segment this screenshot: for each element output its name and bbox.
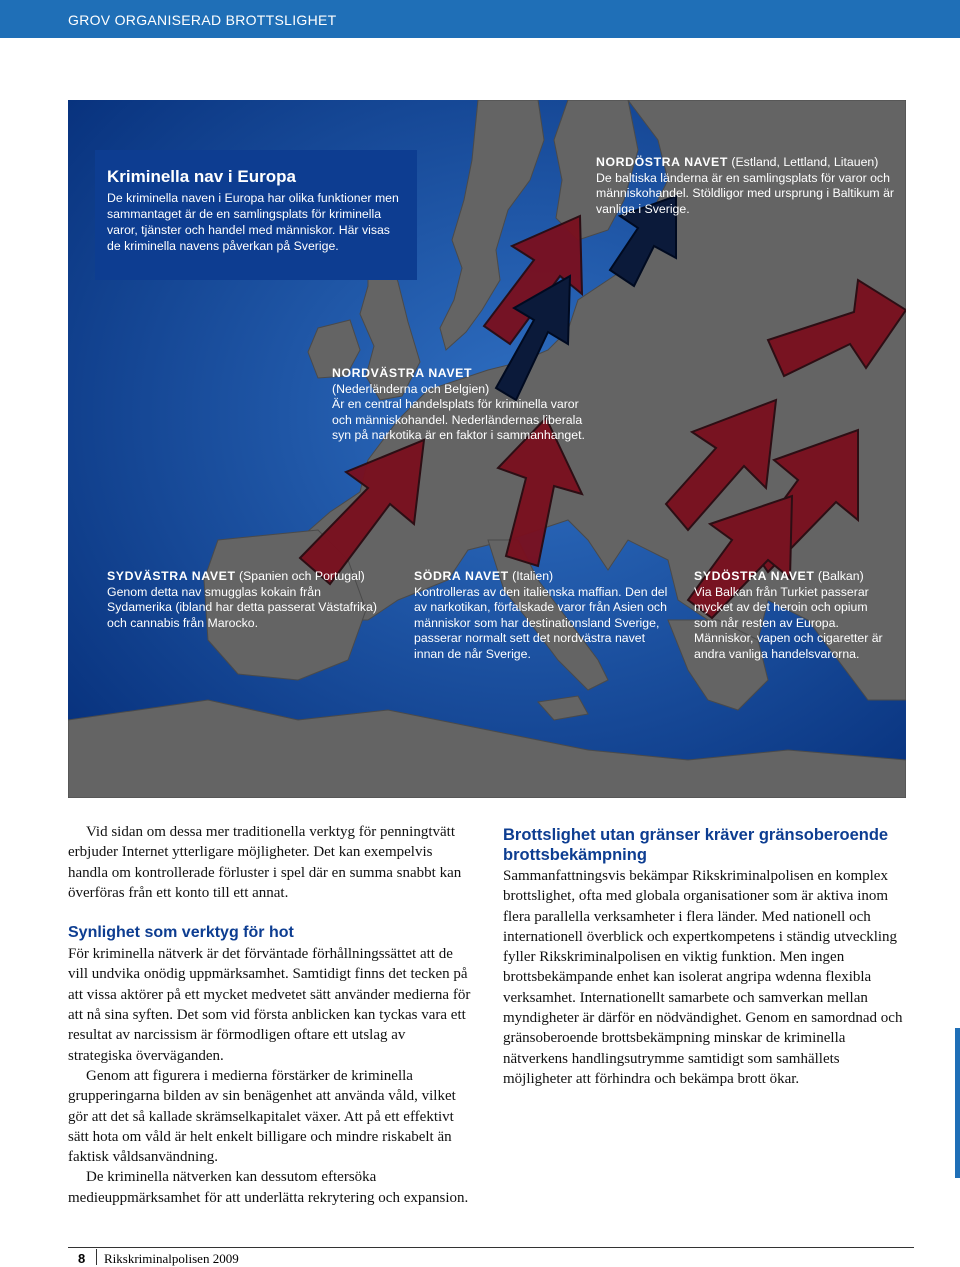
hub-name: NORDVÄSTRA NAVET: [332, 366, 473, 380]
map-intro-title: Kriminella nav i Europa: [107, 167, 296, 186]
hub-region: (Nederländerna och Belgien): [332, 381, 490, 396]
body-paragraph: Sammanfattningsvis bekämpar Rikskriminalpolisen en komplex brottslighet, ofta med globala organisationer som är aktiva inom flera parallella verksamheter i flera länder. Med nationell och internationell överblick och expertkompetens i ständig utveckling fyller Rikskriminalpolisen en viktig funktion. Men ingen brottsbekämpande enhet kan isolerat angripa wdenna flexibla verksamhet. Internationellt samarbete och samverkan mellan myndigheter är därför en nödvändighet. Genom en samordnad och gränsoberoende brottsbekämpning minskar de kriminella nätverkens handlingsutrymme samtidigt som samhällets möjligheter att förhindra och bekämpa brott ökar.: [503, 868, 903, 1087]
hub-northwest: [332, 366, 594, 444]
hub-text: Kontrolleras av den italienska maffian. Den del av narkotikan, förfalskade varor från Asien och människor som har destinationsland Sverige, passerar normalt sett det nordvästra navet innan de når Sverige.: [414, 584, 668, 661]
hub-region: (Balkan): [814, 569, 864, 583]
section-heading: Brottslighet utan gränser kräver gränsoberoende brottsbekämpning: [503, 826, 889, 864]
section-title: GROV ORGANISERAD BROTTSLIGHET: [68, 12, 337, 28]
body-paragraph: För kriminella nätverk är det förväntade förhållningssättet att de vill undvika onödig uppmärksamhet. Samtidigt finns det tecken på att vissa aktörer på ett mycket medvetet sätt använder medierna för att nå sina syften. Det som vid första anblicken kan tyckas vara ett resultat av narcissism är förmodligen oftare ett utslag av strategiska överväganden.: [68, 946, 471, 1064]
footer-rule: [68, 1247, 914, 1248]
hub-text: Är en central handelsplats för kriminella varor och människohandel. Nederländernas liberala syn på narkotika är en faktor i sammanhanget.: [332, 397, 585, 442]
body-paragraph: De kriminella nätverken kan dessutom eftersöka medieuppmärksamhet för att underlätta rekrytering och expansion.: [68, 1169, 469, 1206]
hub-name: NORDÖSTRA NAVET: [596, 155, 728, 169]
hub-text: De baltiska länderna är en samlingsplats för varor och människohandel. Stöldligor med ursprung i Baltikum är vanliga i Sverige.: [596, 170, 895, 216]
hub-south: [414, 569, 670, 662]
article-left-column: [68, 822, 473, 1208]
hub-northeast: [596, 155, 896, 217]
hub-text: Via Balkan från Turkiet passerar mycket av det heroin och opium som når resten av Europa. Människor, vapen och cigaretter är andra vanliga handelsvarorna.: [694, 584, 883, 661]
body-paragraph: Genom att figurera i medierna förstärker de kriminella grupperingarna bilden av sin benägenhet att använda våld, vilket gör att det så kallade skrämselkapitalet växer. Att på ett effektivt sätt hota om våld är helt enkelt billigare och mindre riskabelt än faktisk våldsanvändning.: [68, 1067, 456, 1166]
map-intro-box: [95, 150, 417, 280]
body-paragraph: Vid sidan om dessa mer traditionella verktyg för penningtvätt erbjuder Internet ytterligare möjligheter. Det kan exempelvis handla om kontrollerade förluster i spel där en summa snabbt kan överföras från ett konto till ett annat.: [68, 824, 462, 901]
hub-region: (Italien): [508, 569, 554, 583]
hub-region: (Spanien och Portugal): [235, 569, 365, 583]
hub-southeast: [694, 569, 890, 662]
map-intro-text: De kriminella naven i Europa har olika funktioner men sammantaget är de en samlingsplats för kriminella varor, tjänster och handel med människor. Här visas de kriminella navens påverkan på Sverige.: [107, 191, 399, 253]
edge-tab: [955, 1028, 960, 1178]
footer-separator: [96, 1249, 97, 1265]
publication-name: Rikskriminalpolisen 2009: [104, 1251, 239, 1266]
page-number: 8: [78, 1251, 86, 1266]
hub-southwest: [107, 569, 377, 631]
hub-name: SYDÖSTRA NAVET: [694, 569, 815, 583]
hub-region: (Estland, Lettland, Litauen): [727, 155, 879, 169]
hub-name: SÖDRA NAVET: [414, 569, 509, 583]
hub-name: SYDVÄSTRA NAVET: [107, 569, 236, 583]
article-right-column: [503, 825, 905, 1089]
hub-text: Genom detta nav smugglas kokain från Sydamerika (ibland har detta passerat Västafrika) och cannabis från Marocko.: [107, 584, 377, 630]
section-heading: Synlighet som verktyg för hot: [68, 924, 294, 942]
